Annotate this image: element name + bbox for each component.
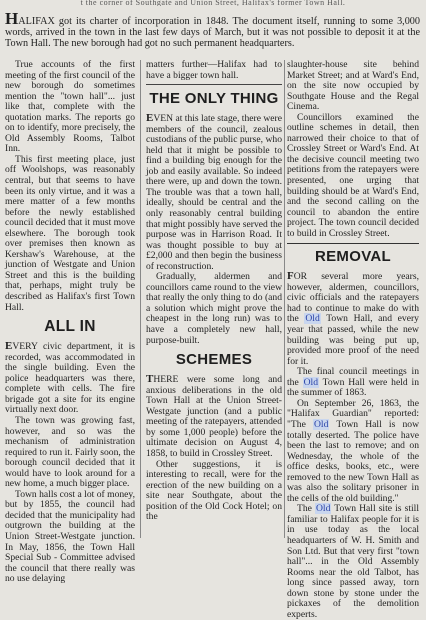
col2-p1-text: VEN at this late stage, there were members of the council, zealous custodians of the public purse, who held that it might be possible to find a building big enough for the job and easily available. So indeed there were, up and down the town. The trouble was that a town hall, ideally, should be central and the only reasonably central building that might possibly have served the purpose was in Harrison Road. It was thought possible to buy at £2,000 and then begin the business of reconstruction. (146, 113, 283, 272)
col3-paragraph-3 (287, 271, 419, 367)
col1-paragraph-1: True accounts of the first meeting of the first council of the new borough do sometimes mention the "town hall"... just like that, complete with the quotation marks. The reports go on to identify, more precisely, the Old Assembly Rooms, Talbot Inn. (5, 59, 135, 155)
col3-p6-text-a: The (297, 503, 315, 515)
heading-schemes: SCHEMES (175, 351, 253, 369)
column-1 (5, 60, 135, 585)
search-highlight-old: Old (316, 503, 331, 515)
col3-p6-text-b: Town Hall site is still familiar to Halifax people for it is in use today as the local headquarters of W. H. Smith and Son Ltd. But that very first "town hall"... in the Old Assembly Rooms near the old Talbot, has long since passed away, torn down stone by stone under the pickaxes of the demolition experts. (287, 503, 419, 620)
col3-p4-text-a: The final council meetings in the (287, 366, 419, 388)
col1-paragraph-2: This first meeting place, just off Woolshops, was reasonably central, but that seems to have been its only virtue, and it was a mere matter of a few months before the newly established council decided that it must move elsewhere. The borough took over premises then known as Kershaw's Warehouse, at the junction of Westgate and Union Street and this is the building that, perhaps, might truly be described as Halifax's first Town Hall. (5, 153, 135, 313)
col3-paragraph-4 (287, 367, 419, 399)
col3-p3-text-a: OR several more years, however, aldermen, councillors, civic officials and the ratepayers had to continue to make do with the (287, 271, 419, 325)
col3-p5-text-b: Town Hall is now totally deserted. The police have been the last to remove; and on Wednesday, the whole of the office desks, books, etc., were removed to the new Town Hall as was also the solitary prisoner in the cells of the old building." (287, 418, 419, 504)
col1-paragraph-3 (5, 341, 135, 416)
search-highlight-old: Old (303, 376, 318, 388)
search-highlight-old: Old (305, 313, 320, 325)
col3-paragraph-2: Councillors examined the outline schemes in detail, then narrowed their choice to that of Crossley Street or Ward's End. At the decisive council meeting two petitions from the ratepayers were presented, one urging that building should be at Ward's End, and the second calling on the council to abandon the entire project. The town council decided to build in Crossley Street. (287, 111, 419, 239)
col2-paragraph-1 (146, 113, 282, 272)
col3-p3-cap: F (287, 270, 294, 283)
col3-paragraph-5 (287, 399, 419, 504)
col1-paragraph-4: The town was growing fast, however, and so was the mechanism of administration required to run it. Fairly soon, the borough council decided that it would have to look around for a new home, a much bigger place. (5, 414, 135, 490)
column-3 (287, 60, 419, 620)
col1-p3-text: VERY civic department, it is recorded, was accommodated in the single building. Even the police headquarters was there, complete with cells. The fire brigade got a site for its engine virtually next door. (5, 341, 135, 416)
col2-p1-cap: E (146, 112, 154, 125)
col3-p3-text-b: Town Hall, and every year that passed, while the new building was being put up, provided more proof of the need for it. (287, 313, 419, 367)
column-2 (146, 60, 282, 523)
col2-paragraph-4: Other suggestions, it is interesting to recall, were for the erection of the new building on a site near Southgate, about the position of the Old Cock Hotel; on the (146, 458, 282, 523)
col2-paragraph-3 (146, 374, 282, 459)
column-rule-left (140, 60, 141, 538)
intro-paragraph (5, 9, 420, 50)
column-rule-right (284, 60, 285, 538)
removal-section (287, 243, 419, 266)
intro-text: ALIFAX got its charter of incorporation in 1848. The document itself, running to some 3,000 words, arrived in the town in the last few days of March, but it was not possible to deposit it at the Town Hall. The new borough had got no such permanent headquarters. (5, 16, 420, 50)
col2-p3-cap: T (146, 373, 154, 386)
col2-top-paragraph: matters further—Halifax had to have a bigger town hall. (146, 60, 282, 85)
col1-paragraph-5: Town halls cost a lot of money, but by 1855, the council had decided that the municipality had outgrown the building at the Union Street-Westgate junction. In May, 1856, the Town Hall Special Sub - Committee advised the council that there really was no use delaying (5, 488, 135, 585)
col3-p5-text-a: On September 26, 1863, the "Halifax Guardian" reported: "The (287, 397, 419, 430)
clipped-top-caption: t the corner of Southgate and Union Street, Halifax's former Town Hall. (80, 0, 346, 6)
col3-paragraph-1: slaughter-house site behind Market Street; and at Ward's End, on the site now occupied by Southgate House and the Regal Cinema. (287, 59, 419, 113)
col2-paragraph-2: Gradually, aldermen and councillors came round to the view that really the only thing to do (and a solution which might prove the cheapest in the long run) was to have a completely new hall, purpose-built. (146, 271, 282, 346)
intro-drop-cap: H (5, 9, 19, 28)
heading-the-only-thing: THE ONLY THING (149, 90, 279, 108)
col2-p3-text: HERE were some long and anxious deliberations in the old Town Hall at the Union Street-Westgate junction (and a public meeting of the ratepayers, attended by some 1,000 people) before the ultimate decision on August 4, 1858, to build in Crossley Street. (146, 374, 282, 459)
search-highlight-old: Old (314, 418, 329, 430)
col1-p3-cap: E (5, 340, 13, 353)
col3-paragraph-6 (287, 504, 419, 620)
col3-p4-text-b: Town Hall were held in the summer of 1863. (287, 376, 419, 399)
heading-all-in: ALL IN (44, 318, 96, 336)
heading-removal: REMOVAL (315, 248, 391, 266)
